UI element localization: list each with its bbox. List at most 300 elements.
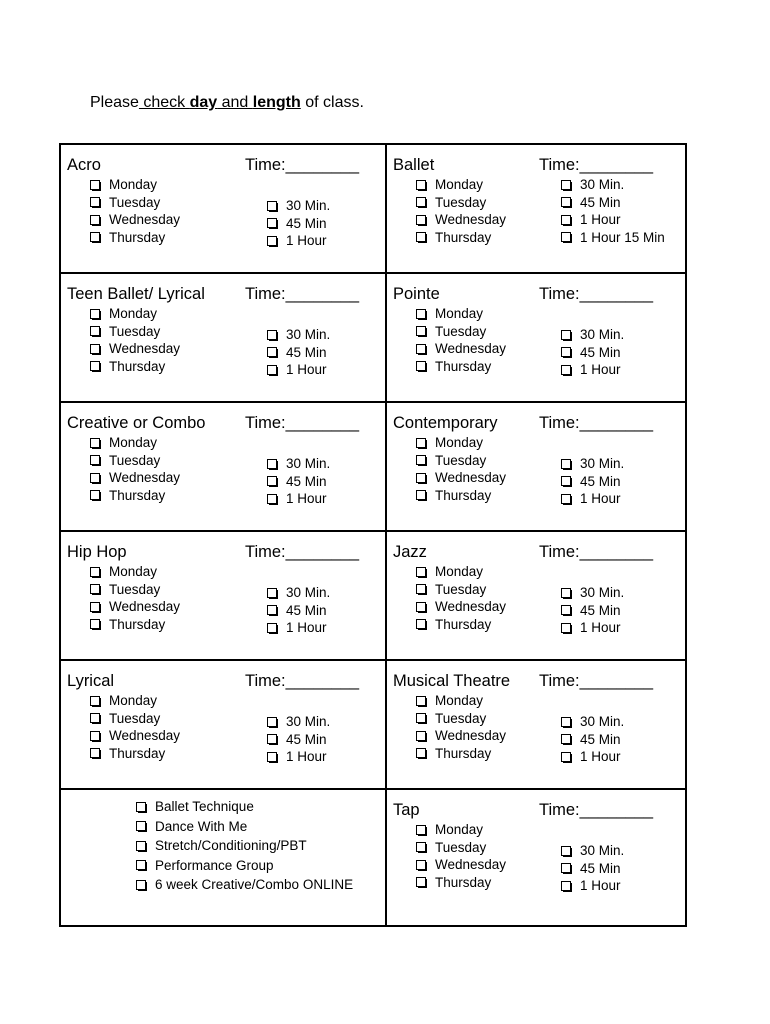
day-thursday-label: Thursday	[435, 487, 492, 503]
day-monday-label: Monday	[435, 435, 484, 451]
length-45-min-option[interactable]	[561, 602, 624, 620]
checkbox-icon[interactable]	[90, 584, 100, 594]
day-thursday-label: Thursday	[435, 358, 492, 374]
day-thursday-label: Thursday	[435, 616, 492, 632]
day-tuesday-option[interactable]	[416, 194, 506, 212]
length-45-min-label: 45 Min	[286, 731, 327, 747]
class-cell-teen-ballet-lyrical	[61, 274, 387, 403]
length-1-hour-label: 1 Hour	[286, 362, 327, 378]
checkbox-icon[interactable]	[416, 602, 426, 612]
length-1-hour-label: 1 Hour	[286, 749, 327, 765]
checkbox-icon[interactable]	[416, 567, 426, 577]
day-tuesday-label: Tuesday	[435, 194, 487, 210]
length-options	[561, 326, 624, 379]
length-30-min-label: 30 Min.	[286, 327, 331, 343]
checkbox-icon[interactable]	[267, 218, 277, 228]
checkbox-icon[interactable]	[561, 588, 571, 598]
checkbox-icon[interactable]	[416, 860, 426, 870]
length-1-hour-label: 1 Hour	[580, 491, 621, 507]
length-1-hour-label: 1 Hour	[580, 620, 621, 636]
length-45-min-option[interactable]	[561, 860, 624, 878]
length-options	[561, 455, 624, 508]
length-1-hour-option[interactable]	[267, 748, 330, 766]
checkbox-icon[interactable]	[561, 365, 571, 375]
day-thursday-option[interactable]	[416, 229, 506, 247]
checkbox-icon[interactable]	[416, 180, 426, 190]
checkbox-icon[interactable]	[90, 731, 100, 741]
day-tuesday-label: Tuesday	[109, 323, 161, 339]
day-wednesday-label: Wednesday	[109, 470, 181, 486]
day-wednesday-label: Wednesday	[435, 341, 507, 357]
class-name: Tap	[393, 801, 420, 819]
checkbox-icon[interactable]	[561, 863, 571, 873]
length-1-hour-option[interactable]	[267, 232, 330, 250]
checkbox-icon[interactable]	[561, 232, 571, 242]
class-cell-hip-hop	[61, 532, 387, 661]
time-field[interactable]: Time:________	[245, 285, 360, 303]
class-cell-musical-theatre	[387, 661, 687, 790]
day-wednesday-label: Wednesday	[435, 857, 507, 873]
checkbox-icon[interactable]	[267, 459, 277, 469]
checkbox-icon[interactable]	[416, 344, 426, 354]
day-monday-option[interactable]	[416, 176, 506, 194]
class-name: Pointe	[393, 285, 440, 303]
checkbox-icon[interactable]	[267, 734, 277, 744]
time-field[interactable]: Time:________	[245, 414, 360, 432]
length-options	[267, 326, 330, 379]
checkbox-icon[interactable]	[136, 860, 146, 870]
checkbox-icon[interactable]	[416, 232, 426, 242]
extra-dance-with-me-label: Dance With Me	[155, 818, 248, 834]
day-tuesday-option[interactable]	[416, 452, 506, 470]
length-30-min-option[interactable]	[561, 176, 665, 194]
checkbox-icon[interactable]	[561, 752, 571, 762]
checkbox-icon[interactable]	[561, 347, 571, 357]
class-cell-contemporary	[387, 403, 687, 532]
day-wednesday-label: Wednesday	[109, 728, 181, 744]
day-options	[90, 563, 180, 633]
day-tuesday-option[interactable]	[90, 452, 180, 470]
day-tuesday-label: Tuesday	[435, 323, 487, 339]
checkbox-icon[interactable]	[561, 717, 571, 727]
checkbox-icon[interactable]	[90, 232, 100, 242]
day-options	[90, 692, 180, 762]
length-options	[267, 455, 330, 508]
length-30-min-option[interactable]	[561, 713, 624, 731]
checkbox-icon[interactable]	[416, 215, 426, 225]
class-name: Ballet	[393, 156, 435, 174]
class-name: Acro	[67, 156, 101, 174]
class-grid	[59, 143, 687, 927]
day-monday-option[interactable]	[416, 563, 506, 581]
length-1-hour-label: 1 Hour	[286, 620, 327, 636]
checkbox-icon[interactable]	[90, 326, 100, 336]
class-cell-pointe	[387, 274, 687, 403]
checkbox-icon[interactable]	[416, 473, 426, 483]
class-name: Creative or Combo	[67, 414, 206, 432]
extra-ballet-technique-label: Ballet Technique	[155, 799, 254, 815]
checkbox-icon[interactable]	[561, 197, 571, 207]
day-wednesday-label: Wednesday	[435, 728, 507, 744]
day-thursday-option[interactable]	[90, 745, 180, 763]
day-monday-option[interactable]	[416, 821, 506, 839]
checkbox-icon[interactable]	[561, 180, 571, 190]
checkbox-icon[interactable]	[136, 821, 146, 831]
day-monday-option[interactable]	[90, 176, 180, 194]
day-wednesday-label: Wednesday	[435, 212, 507, 228]
checkbox-icon[interactable]	[90, 197, 100, 207]
checkbox-icon[interactable]	[90, 748, 100, 758]
day-thursday-label: Thursday	[435, 874, 492, 890]
length-30-min-option[interactable]	[267, 455, 330, 473]
checkbox-icon[interactable]	[267, 623, 277, 633]
length-45-min-option[interactable]	[561, 344, 624, 362]
checkbox-icon[interactable]	[90, 344, 100, 354]
extra-stretch-conditioning-pbt-option[interactable]	[136, 836, 353, 856]
length-1-hour-option[interactable]	[267, 490, 330, 508]
day-monday-label: Monday	[435, 177, 484, 193]
checkbox-icon[interactable]	[561, 881, 571, 891]
length-options	[561, 842, 624, 895]
class-name: Musical Theatre	[393, 672, 511, 690]
length-30-min-option[interactable]	[267, 713, 330, 731]
day-monday-label: Monday	[435, 306, 484, 322]
checkbox-icon[interactable]	[416, 361, 426, 371]
instructions-of-class: of class.	[300, 94, 364, 111]
time-field[interactable]: Time:________	[539, 801, 654, 819]
instructions-check: check	[138, 94, 190, 111]
checkbox-icon[interactable]	[416, 455, 426, 465]
checkbox-icon[interactable]	[416, 713, 426, 723]
day-monday-label: Monday	[109, 435, 158, 451]
checkbox-icon[interactable]	[561, 494, 571, 504]
day-tuesday-label: Tuesday	[435, 581, 487, 597]
day-options	[90, 434, 180, 504]
day-options	[416, 692, 506, 762]
length-30-min-label: 30 Min.	[286, 585, 331, 601]
length-1-hour-15-min-option[interactable]	[561, 229, 665, 247]
checkbox-icon[interactable]	[267, 365, 277, 375]
day-wednesday-option[interactable]	[416, 598, 506, 616]
day-options	[416, 305, 506, 375]
checkbox-icon[interactable]	[416, 438, 426, 448]
length-options	[561, 713, 624, 766]
length-1-hour-label: 1 Hour	[286, 491, 327, 507]
checkbox-icon[interactable]	[416, 584, 426, 594]
extra-stretch-conditioning-pbt-label: Stretch/Conditioning/PBT	[155, 838, 307, 854]
day-monday-label: Monday	[109, 693, 158, 709]
day-options	[416, 563, 506, 633]
length-30-min-option[interactable]	[561, 326, 624, 344]
time-field[interactable]: Time:________	[245, 156, 360, 174]
length-options	[561, 176, 665, 246]
class-cell-creative-or-combo	[61, 403, 387, 532]
day-monday-option[interactable]	[416, 434, 506, 452]
length-45-min-option[interactable]	[561, 473, 624, 491]
checkbox-icon[interactable]	[267, 201, 277, 211]
day-thursday-option[interactable]	[90, 487, 180, 505]
day-thursday-label: Thursday	[435, 229, 492, 245]
checkbox-icon[interactable]	[561, 215, 571, 225]
day-tuesday-option[interactable]	[90, 710, 180, 728]
checkbox-icon[interactable]	[267, 330, 277, 340]
day-options	[416, 821, 506, 891]
length-45-min-option[interactable]	[267, 344, 330, 362]
day-options	[90, 305, 180, 375]
checkbox-icon[interactable]	[90, 567, 100, 577]
length-45-min-label: 45 Min	[286, 473, 327, 489]
length-30-min-option[interactable]	[267, 326, 330, 344]
checkbox-icon[interactable]	[416, 619, 426, 629]
checkbox-icon[interactable]	[561, 846, 571, 856]
checkbox-icon[interactable]	[561, 330, 571, 340]
checkbox-icon[interactable]	[267, 476, 277, 486]
day-thursday-label: Thursday	[435, 745, 492, 761]
day-wednesday-option[interactable]	[90, 211, 180, 229]
checkbox-icon[interactable]	[90, 473, 100, 483]
checkbox-icon[interactable]	[267, 717, 277, 727]
day-monday-label: Monday	[109, 177, 158, 193]
day-thursday-option[interactable]	[90, 616, 180, 634]
day-wednesday-option[interactable]	[90, 340, 180, 358]
day-monday-option[interactable]	[416, 305, 506, 323]
checkbox-icon[interactable]	[90, 309, 100, 319]
length-1-hour-option[interactable]	[561, 877, 624, 895]
length-45-min-option[interactable]	[267, 731, 330, 749]
day-tuesday-option[interactable]	[416, 581, 506, 599]
day-wednesday-option[interactable]	[90, 727, 180, 745]
day-wednesday-option[interactable]	[416, 856, 506, 874]
day-monday-option[interactable]	[90, 692, 180, 710]
length-1-hour-label: 1 Hour	[580, 749, 621, 765]
class-cell-acro	[61, 145, 387, 274]
checkbox-icon[interactable]	[416, 197, 426, 207]
day-thursday-option[interactable]	[416, 616, 506, 634]
length-45-min-label: 45 Min	[286, 602, 327, 618]
checkbox-icon[interactable]	[136, 841, 146, 851]
checkbox-icon[interactable]	[416, 825, 426, 835]
extras-options	[136, 797, 353, 895]
length-30-min-label: 30 Min.	[580, 177, 625, 193]
class-name: Teen Ballet/ Lyrical	[67, 285, 205, 303]
length-1-hour-option[interactable]	[561, 361, 624, 379]
length-30-min-label: 30 Min.	[580, 456, 625, 472]
length-30-min-option[interactable]	[267, 197, 330, 215]
extra-ballet-technique-option[interactable]	[136, 797, 353, 817]
checkbox-icon[interactable]	[267, 605, 277, 615]
day-options	[90, 176, 180, 246]
day-wednesday-label: Wednesday	[109, 212, 181, 228]
day-monday-label: Monday	[435, 693, 484, 709]
length-30-min-label: 30 Min.	[580, 714, 625, 730]
length-45-min-label: 45 Min	[580, 344, 621, 360]
instructions-day: day	[189, 94, 218, 111]
day-thursday-option[interactable]	[416, 874, 506, 892]
checkbox-icon[interactable]	[416, 842, 426, 852]
checkbox-icon[interactable]	[416, 309, 426, 319]
length-options	[267, 197, 330, 250]
checkbox-icon[interactable]	[267, 494, 277, 504]
day-tuesday-label: Tuesday	[435, 452, 487, 468]
checkbox-icon[interactable]	[267, 236, 277, 246]
day-thursday-option[interactable]	[90, 358, 180, 376]
day-thursday-label: Thursday	[109, 616, 166, 632]
checkbox-icon[interactable]	[90, 713, 100, 723]
day-monday-option[interactable]	[90, 434, 180, 452]
checkbox-icon[interactable]	[90, 602, 100, 612]
class-cell-jazz	[387, 532, 687, 661]
class-name: Contemporary	[393, 414, 498, 432]
day-thursday-label: Thursday	[109, 487, 166, 503]
checkbox-icon[interactable]	[267, 752, 277, 762]
length-options	[267, 713, 330, 766]
day-monday-option[interactable]	[90, 563, 180, 581]
length-1-hour-option[interactable]	[267, 361, 330, 379]
day-thursday-label: Thursday	[109, 745, 166, 761]
checkbox-icon[interactable]	[416, 696, 426, 706]
day-monday-option[interactable]	[90, 305, 180, 323]
day-tuesday-label: Tuesday	[109, 581, 161, 597]
checkbox-icon[interactable]	[267, 347, 277, 357]
length-options	[561, 584, 624, 637]
length-30-min-label: 30 Min.	[580, 843, 625, 859]
length-1-hour-option[interactable]	[267, 619, 330, 637]
extra-6-week-creative-combo-online-option[interactable]	[136, 875, 353, 895]
checkbox-icon[interactable]	[416, 877, 426, 887]
time-field[interactable]: Time:________	[539, 543, 654, 561]
checkbox-icon[interactable]	[267, 588, 277, 598]
checkbox-icon[interactable]	[90, 696, 100, 706]
length-45-min-label: 45 Min	[580, 602, 621, 618]
length-1-hour-15-min-label: 1 Hour 15 Min	[580, 229, 665, 245]
day-wednesday-option[interactable]	[90, 598, 180, 616]
checkbox-icon[interactable]	[561, 734, 571, 744]
day-options	[416, 176, 506, 246]
class-name: Hip Hop	[67, 543, 127, 561]
checkbox-icon[interactable]	[416, 326, 426, 336]
day-thursday-option[interactable]	[416, 745, 506, 763]
time-field[interactable]: Time:________	[245, 672, 360, 690]
length-1-hour-option[interactable]	[561, 211, 665, 229]
class-cell-ballet	[387, 145, 687, 274]
length-30-min-label: 30 Min.	[286, 456, 331, 472]
checkbox-icon[interactable]	[561, 459, 571, 469]
checkbox-icon[interactable]	[416, 731, 426, 741]
checkbox-icon[interactable]	[90, 180, 100, 190]
day-thursday-label: Thursday	[109, 358, 166, 374]
length-45-min-option[interactable]	[267, 215, 330, 233]
checkbox-icon[interactable]	[90, 619, 100, 629]
length-options	[267, 584, 330, 637]
day-tuesday-label: Tuesday	[109, 710, 161, 726]
length-45-min-option[interactable]	[561, 194, 665, 212]
extra-performance-group-option[interactable]	[136, 856, 353, 876]
day-tuesday-option[interactable]	[90, 581, 180, 599]
length-30-min-option[interactable]	[267, 584, 330, 602]
length-30-min-label: 30 Min.	[580, 585, 625, 601]
day-options	[416, 434, 506, 504]
length-1-hour-option[interactable]	[561, 619, 624, 637]
day-tuesday-option[interactable]	[416, 839, 506, 857]
length-30-min-option[interactable]	[561, 842, 624, 860]
instructions-and: and	[217, 94, 253, 111]
day-wednesday-label: Wednesday	[109, 599, 181, 615]
day-wednesday-option[interactable]	[416, 211, 506, 229]
day-thursday-option[interactable]	[90, 229, 180, 247]
day-tuesday-option[interactable]	[416, 323, 506, 341]
instructions	[90, 94, 364, 112]
class-cell-lyrical	[61, 661, 387, 790]
checkbox-icon[interactable]	[416, 748, 426, 758]
length-30-min-option[interactable]	[561, 455, 624, 473]
day-wednesday-option[interactable]	[416, 340, 506, 358]
length-30-min-label: 30 Min.	[286, 198, 331, 214]
checkbox-icon[interactable]	[90, 438, 100, 448]
extras-cell	[61, 790, 387, 925]
checkbox-icon[interactable]	[561, 623, 571, 633]
checkbox-icon[interactable]	[90, 490, 100, 500]
day-thursday-label: Thursday	[109, 229, 166, 245]
time-field[interactable]: Time:________	[539, 285, 654, 303]
length-45-min-option[interactable]	[267, 473, 330, 491]
day-tuesday-option[interactable]	[416, 710, 506, 728]
length-1-hour-option[interactable]	[561, 490, 624, 508]
class-cell-tap	[387, 790, 687, 925]
length-45-min-label: 45 Min	[580, 194, 621, 210]
day-tuesday-label: Tuesday	[109, 452, 161, 468]
checkbox-icon[interactable]	[136, 802, 146, 812]
day-monday-label: Monday	[435, 564, 484, 580]
time-field[interactable]: Time:________	[245, 543, 360, 561]
extra-dance-with-me-option[interactable]	[136, 817, 353, 837]
checkbox-icon[interactable]	[90, 361, 100, 371]
checkbox-icon[interactable]	[136, 880, 146, 890]
day-wednesday-label: Wednesday	[435, 470, 507, 486]
day-monday-label: Monday	[109, 306, 158, 322]
time-field[interactable]: Time:________	[539, 414, 654, 432]
day-tuesday-option[interactable]	[90, 194, 180, 212]
day-monday-option[interactable]	[416, 692, 506, 710]
day-tuesday-option[interactable]	[90, 323, 180, 341]
length-30-min-option[interactable]	[561, 584, 624, 602]
day-wednesday-option[interactable]	[416, 469, 506, 487]
checkbox-icon[interactable]	[561, 605, 571, 615]
class-name: Jazz	[393, 543, 427, 561]
checkbox-icon[interactable]	[416, 490, 426, 500]
day-tuesday-label: Tuesday	[109, 194, 161, 210]
length-45-min-option[interactable]	[561, 731, 624, 749]
time-field[interactable]: Time:________	[539, 672, 654, 690]
checkbox-icon[interactable]	[90, 455, 100, 465]
length-30-min-label: 30 Min.	[286, 714, 331, 730]
length-45-min-label: 45 Min	[580, 731, 621, 747]
length-1-hour-option[interactable]	[561, 748, 624, 766]
day-wednesday-option[interactable]	[416, 727, 506, 745]
checkbox-icon[interactable]	[561, 476, 571, 486]
checkbox-icon[interactable]	[90, 215, 100, 225]
length-30-min-label: 30 Min.	[580, 327, 625, 343]
length-1-hour-label: 1 Hour	[580, 878, 621, 894]
length-45-min-label: 45 Min	[286, 215, 327, 231]
day-wednesday-option[interactable]	[90, 469, 180, 487]
day-thursday-option[interactable]	[416, 358, 506, 376]
day-thursday-option[interactable]	[416, 487, 506, 505]
day-wednesday-label: Wednesday	[109, 341, 181, 357]
length-45-min-label: 45 Min	[580, 473, 621, 489]
length-45-min-option[interactable]	[267, 602, 330, 620]
time-field[interactable]: Time:________	[539, 156, 654, 174]
extra-performance-group-label: Performance Group	[155, 857, 274, 873]
